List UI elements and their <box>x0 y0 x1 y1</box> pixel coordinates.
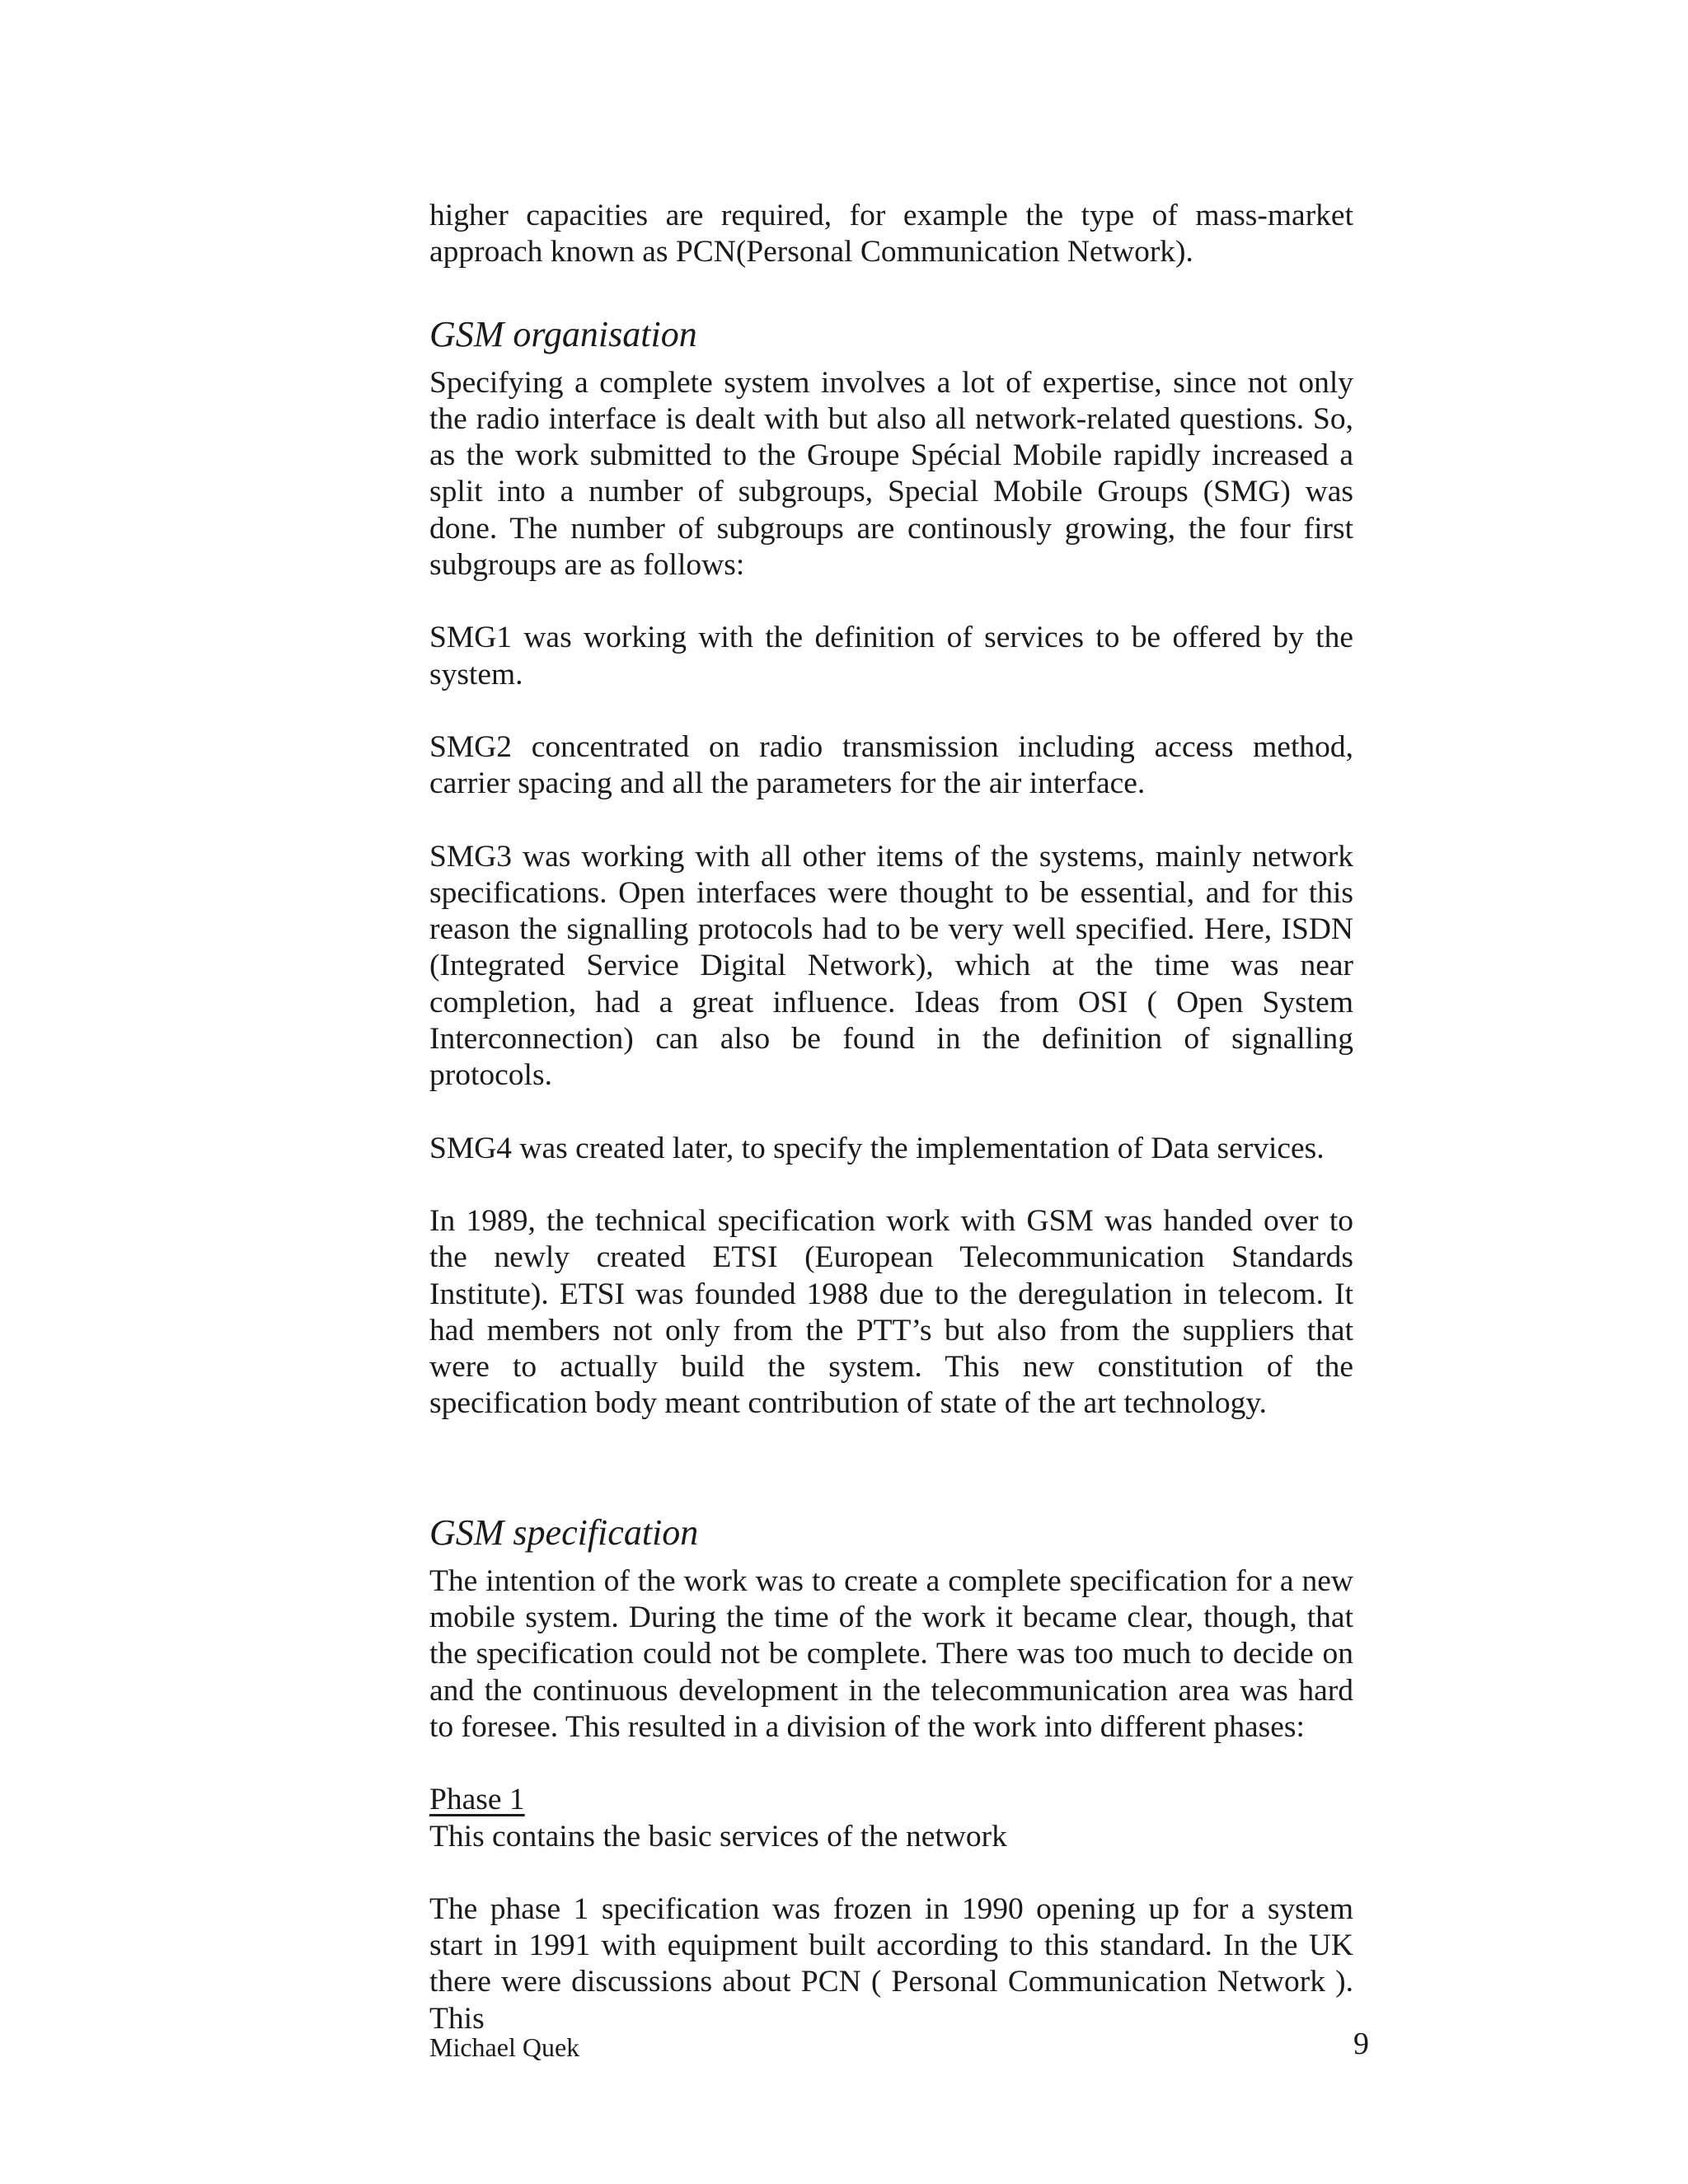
paragraph-organisation: Specifying a complete system involves a lot of expertise, since not only the radio interface is dealt with but also all network-related questions. So, as the work submitted to the Groupe Spécial Mobile rapidly increased a split into a number of subgroups, Special Mobile Groups (SMG) was done. The number of subgroups are continously growing, the four first subgroups are as follows: <box>429 365 1353 583</box>
paragraph-etsi: In 1989, the technical specification work with GSM was handed over to the newly created ETSI (European Telecommunication Standards Institute). ETSI was founded 1988 due to the deregulation in telecom. It had members not only from the PTT’s but also from the suppliers that were to actually build the system. This new constitution of the specification body meant contribution of state of the art technology. <box>429 1203 1353 1421</box>
paragraph-intro: higher capacities are required, for example the type of mass-market approach known as PCN(Personal Communication Network). <box>429 199 1353 269</box>
page-body <box>429 198 1353 2037</box>
paragraph-specification: The intention of the work was to create a complete specification for a new mobile system. During the time of the work it became clear, though, that the specification could not be complete. There was too much to decide on and the continuous development in the telecommunication area was hard to foresee. This resulted in a division of the work into different phases: <box>429 1563 1353 1744</box>
section-heading-gsm-organisation: GSM organisation <box>429 313 697 354</box>
section-heading-gsm-specification: GSM specification <box>429 1511 699 1553</box>
phase1-description: This contains the basic services of the network <box>429 1819 1007 1854</box>
page-footer <box>429 2026 1369 2067</box>
paragraph-smg3: SMG3 was working with all other items of the systems, mainly network specifications. Open interfaces were thought to be essential, and for this reason the signalling protocols had to be very well specified. Here, ISDN (Integrated Service Digital Network), which at the time was near completion, had a great influence. Ideas from OSI ( Open System Interconnection) can also be found in the definition of signalling protocols. <box>429 839 1353 1093</box>
footer-author: Michael Quek <box>429 2032 580 2062</box>
paragraph-smg1: SMG1 was working with the definition of services to be offered by the system. <box>429 621 1353 691</box>
paragraph-smg2: SMG2 concentrated on radio transmission including access method, carrier spacing and all the parameters for the air interface. <box>429 729 1353 801</box>
page-number: 9 <box>1353 2027 1369 2061</box>
paragraph-smg4: SMG4 was created later, to specify the implementation of Data services. <box>429 1131 1325 1165</box>
paragraph-phase1: The phase 1 specification was frozen in 1990 opening up for a system start in 1991 with equipment built according to this standard. In the UK there were discussions about PCN ( Personal Communication Network ). This <box>429 1891 1353 2036</box>
phase1-title: Phase 1 <box>429 1783 525 1817</box>
